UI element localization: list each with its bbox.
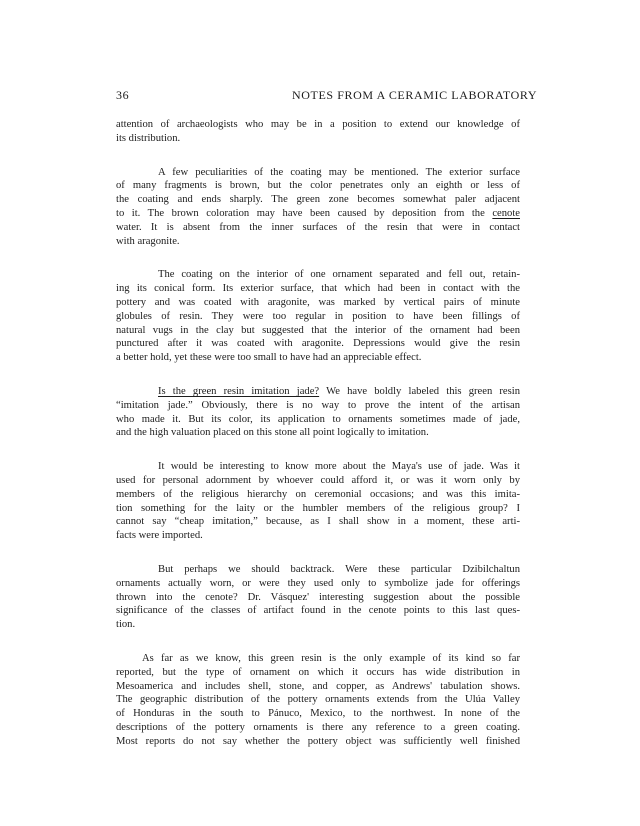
text-line: and the high valuation placed on this stone all point logically to imitation. — [116, 427, 429, 439]
page-number: 36 — [116, 88, 130, 102]
text-line: Mesoamerica and includes shell, stone, and copper, as Andrews' tabulation shows. — [116, 680, 520, 692]
text-line: descriptions of the pottery ornaments is there any reference to a green coating. — [116, 721, 520, 733]
text-line: A few peculiarities of the coating may be mentioned. The exterior surface — [158, 166, 520, 178]
text-line — [116, 385, 520, 399]
text-fragment: to it. The brown coloration may have been caused by deposition from the — [116, 207, 493, 219]
text-line: ing its conical form. Its exterior surface, that which had been in contact with the — [116, 283, 520, 295]
underlined-question: Is the green resin imitation jade? — [158, 385, 320, 397]
text-line: cannot say “cheap imitation,” because, as I shall show in a moment, these arti- — [116, 516, 520, 528]
text-line: significance of the classes of artifact found in the cenote points to this last ques- — [116, 605, 520, 617]
paragraph-6 — [116, 563, 520, 632]
text-line: water. It is absent from the inner surfaces of the resin that were in contact — [116, 221, 520, 233]
paragraph-1 — [116, 118, 520, 146]
text-line: reported, but the type of ornament on which it occurs has wide distribution in — [116, 666, 520, 678]
text-line: “imitation jade.” Obviously, there is no way to prove the intent of the artisan — [116, 399, 520, 411]
underlined-word: cenote — [492, 207, 520, 219]
text-line: the coating and ends sharply. The green zone becomes somewhat paler adjacent — [116, 194, 520, 206]
text-line: with aragonite. — [116, 235, 180, 247]
text-line: It would be interesting to know more about the Maya's use of jade. Was it — [158, 461, 520, 473]
text-line: But perhaps we should backtrack. Were these particular Dzibilchaltun — [158, 563, 520, 575]
text-line: As far as we know, this green resin is the only example of its kind so far — [142, 652, 520, 664]
paragraph-7 — [116, 652, 520, 749]
text-line: pottery and was coated with aragonite, was marked by vertical pairs of minute — [116, 296, 520, 308]
text-line: Most reports do not say whether the pottery object was sufficiently well finished — [116, 735, 520, 747]
text-line: tion. — [116, 619, 136, 631]
text-line: of many fragments is brown, but the color penetrates only an eighth or less of — [116, 180, 520, 192]
text-line: punctured after it was coated with aragonite. Depressions would give the resin — [116, 338, 520, 350]
page-header — [116, 88, 538, 104]
text-line: globules of resin. They were too regular in position to have been fillings of — [116, 310, 520, 322]
body-text — [116, 118, 520, 768]
text-line: who made it. But its color, its application to ornaments sometimes made of jade, — [116, 413, 520, 425]
text-line: ornaments actually worn, or were they used only to symbolize jade for offerings — [116, 577, 520, 589]
text-fragment: We have boldly labeled this green resin — [319, 385, 520, 397]
running-title: NOTES FROM A CERAMIC LABORATORY — [292, 88, 538, 102]
text-line: attention of archaeologists who may be in a position to extend our knowledge of — [116, 119, 520, 130]
text-line: natural vugs in the clay but suggested that the interior of the ornament had been — [116, 324, 520, 336]
paragraph-4 — [116, 385, 520, 440]
paragraph-5 — [116, 460, 520, 543]
text-line: of Honduras in the south to Pánuco, Mexico, to the northwest. In none of the — [116, 708, 520, 720]
paragraph-3 — [116, 268, 520, 365]
text-line: tion something for the laity or the humbler members of the religious group? I — [116, 502, 520, 514]
text-line: a better hold, yet these were too small to have had an appreciable effect. — [116, 352, 422, 364]
text-line: used for personal adornment by whoever could afford it, or was it worn only by — [116, 474, 520, 486]
text-line: its distribution. — [116, 132, 181, 144]
paragraph-2 — [116, 166, 520, 249]
text-line: facts were imported. — [116, 530, 203, 542]
text-line — [116, 207, 520, 221]
text-line: The geographic distribution of the pottery ornaments extends from the Ulúa Valley — [116, 694, 520, 706]
text-line: The coating on the interior of one ornament separated and fell out, retain- — [158, 269, 520, 281]
text-line: thrown into the cenote? Dr. Vásquez' interesting suggestion about the possible — [116, 591, 520, 603]
text-line: members of the religious hierarchy on ceremonial occasions; and was this imita- — [116, 488, 520, 500]
